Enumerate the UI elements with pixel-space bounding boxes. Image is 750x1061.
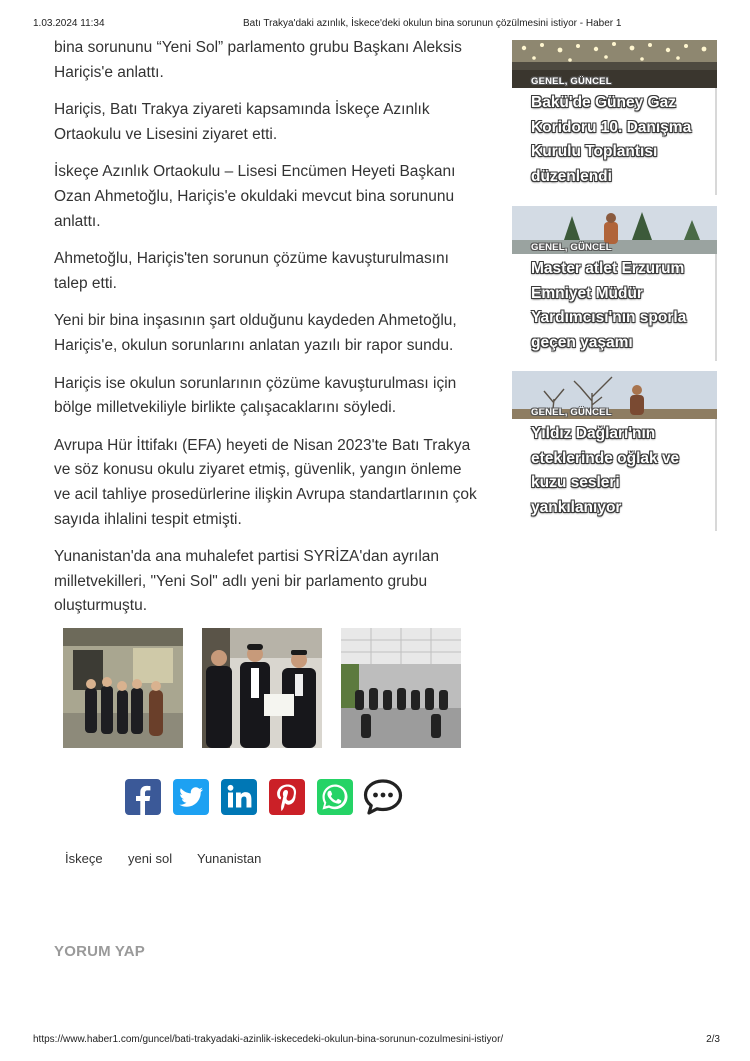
article-paragraph: Hariçis ise okulun sorunlarının çözüme kavuşturulması için bölge milletvekiliyle birlikte çalışacaklarını söyledi. <box>54 374 457 417</box>
facebook-icon <box>124 778 162 816</box>
print-page-title: Batı Trakya'daki azınlık, İskece'deki okulun bina sorunun çözülmesini istiyor - Haber 1 <box>243 18 622 29</box>
card-divider <box>715 88 717 195</box>
comment-share-button[interactable] <box>362 776 404 818</box>
comment-section-title: YORUM YAP <box>54 943 145 960</box>
card-divider <box>715 254 717 361</box>
print-datetime: 1.03.2024 11:34 <box>33 18 105 29</box>
tag-link[interactable]: yeni sol <box>128 851 173 866</box>
sidebar-news-card[interactable] <box>512 371 717 531</box>
pinterest-icon <box>268 778 306 816</box>
print-page-number: 2/3 <box>706 1034 720 1045</box>
tag-link[interactable]: Yunanistan <box>197 851 262 866</box>
gallery-photo-1[interactable] <box>63 628 183 748</box>
whatsapp-icon <box>316 778 354 816</box>
whatsapp-share-button[interactable] <box>316 778 354 816</box>
article-paragraph: Ahmetoğlu, Hariçis'ten sorunun çözüme kavuşturulmasını talep etti. <box>54 250 449 292</box>
facebook-share-button[interactable] <box>124 778 162 816</box>
linkedin-icon <box>220 778 258 816</box>
article-paragraph: İskeçe Azınlık Ortaokulu – Lisesi Encümen Heyeti Başkanı Ozan Ahmetoğlu, Hariçis'e okuldaki mevcut bina sorununu anlattı. <box>54 163 456 230</box>
comment-icon <box>362 776 404 818</box>
article-paragraph: Avrupa Hür İttifakı (EFA) heyeti de Nisan 2023'te Batı Trakya ve söz konusu okulu ziyaret etmiş, güvenlik, yangın önleme ve acil tahliye prosedürlerine ilişkin Avrupa standartlarının çok sayıda ihlalini tespit etmişti. <box>54 436 477 528</box>
news-headline[interactable]: Bakü'de Güney Gaz Koridoru 10. Danışma Kurulu Toplantısı düzenlendi <box>531 94 692 185</box>
photo-meeting-hall <box>341 628 461 748</box>
print-url: https://www.haber1.com/guncel/bati-trakyadaki-azinlik-iskecedeki-okulun-bina-sorunun-cozulmesini-istiyor/ <box>33 1034 504 1045</box>
news-category[interactable]: GENEL, GÜNCEL <box>531 242 612 253</box>
twitter-share-button[interactable] <box>172 778 210 816</box>
pinterest-share-button[interactable] <box>268 778 306 816</box>
news-category[interactable]: GENEL, GÜNCEL <box>531 407 612 418</box>
news-category[interactable]: GENEL, GÜNCEL <box>531 76 612 87</box>
gallery-photo-3[interactable] <box>341 628 461 748</box>
card-divider <box>715 419 717 531</box>
linkedin-share-button[interactable] <box>220 778 258 816</box>
photo-group-outside-school <box>63 628 183 748</box>
print-footer <box>33 1034 720 1048</box>
print-header <box>33 18 722 32</box>
tag-link[interactable]: İskeçe <box>65 851 103 866</box>
sidebar-news-card[interactable] <box>512 40 717 195</box>
photo-report-handover <box>202 628 322 748</box>
article-paragraph: Yunanistan'da ana muhalefet partisi SYRİZA'dan ayrılan milletvekilleri, "Yeni Sol" adlı yeni bir parlamento grubu oluşturmuştu. <box>54 548 440 615</box>
article-paragraph: bina sorununu “Yeni Sol” parlamento grubu Başkanı Aleksis Hariçis'e anlattı. <box>54 39 462 81</box>
article-body <box>54 36 479 632</box>
article-paragraph: Yeni bir bina inşasının şart olduğunu kaydeden Ahmetoğlu, Hariçis'e, okulun sorunlarını anlatan yazılı bir rapor sundu. <box>54 312 457 354</box>
sidebar-news-card[interactable] <box>512 206 717 361</box>
gallery-photo-2[interactable] <box>202 628 322 748</box>
news-headline[interactable]: Master atlet Erzurum Emniyet Müdür Yardımcısı'nın sporla geçen yaşamı <box>531 260 687 351</box>
twitter-icon <box>172 778 210 816</box>
news-headline[interactable]: Yıldız Dağları'nın eteklerinde oğlak ve kuzu sesleri yankılanıyor <box>531 425 680 516</box>
article-paragraph: Hariçis, Batı Trakya ziyareti kapsamında İskeçe Azınlık Ortaokulu ve Lisesini ziyaret etti. <box>54 101 430 143</box>
